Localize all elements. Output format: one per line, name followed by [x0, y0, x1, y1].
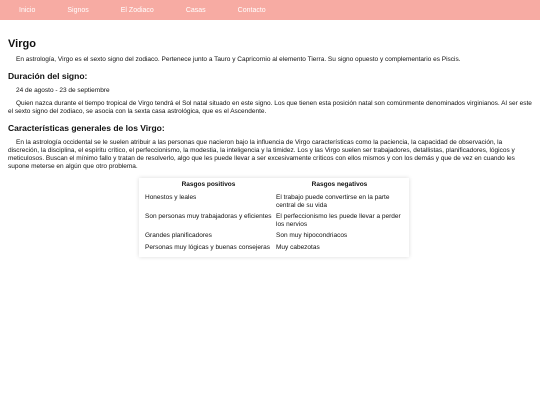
- table-row: [143, 192, 405, 211]
- top-navbar: [0, 0, 540, 20]
- traits-paragraph: En la astrología occidental se le suelen atribuir a las personas que nacieron bajo la influencia de Virgo características como la paciencia, la capacidad de observación, la discreción, la disciplina, el espíritu crítico, el perfeccionismo, la modestia, la inteligencia y la timidez. Los y las Virgo suelen ser trabajadores, detallistas, planificadores, lógicos y meticulosos. Buscan el mínimo fallo y tratan de resolverlo, algo que les puede llevar a ser excesivamente críticos con ellos mismos y con los demás y que de vez en cuando les supone meterse en algún que otro problema.: [8, 139, 515, 170]
- positive-trait-cell: Grandes planificadores: [145, 232, 212, 239]
- page-title: Virgo: [8, 38, 36, 50]
- negative-trait-cell: El trabajo puede convertirse en la parte central de su vida: [276, 194, 390, 209]
- positive-trait-cell: Honestos y leales: [145, 194, 197, 201]
- nav-link-el-zodiaco[interactable]: El Zodiaco: [120, 6, 154, 14]
- table-row: [143, 211, 405, 230]
- table-row: [143, 242, 405, 254]
- traits-table-card: [139, 178, 409, 257]
- header-negative-traits: Rasgos negativos: [311, 181, 368, 188]
- negative-trait-cell: Muy cabezotas: [276, 243, 320, 251]
- header-positive-traits: Rasgos positivos: [181, 181, 236, 188]
- intro-paragraph: En astrología, Virgo es el sexto signo del zodiaco. Pertenece junto a Tauro y Capricornio al elemento Tierra. Su signo opuesto y complementario es Piscis.: [16, 56, 461, 63]
- positive-trait-cell: Personas muy lógicas y buenas consejeras: [145, 243, 271, 251]
- duration-paragraph: Quien nazca durante el tiempo tropical de Virgo tendrá el Sol natal situado en este signo. Los que tienen esta posición natal son comúnmente denominados virginianos. Al ser este el sexto signo del zodiaco, se asocia con la sexta casa astrológica, que es el Ascendente.: [8, 100, 532, 115]
- main-content: [0, 38, 540, 257]
- traits-heading: Características generales de los Virgo:: [8, 123, 165, 133]
- traits-table: [143, 180, 405, 253]
- table-header-row: [143, 180, 405, 192]
- nav-link-casas[interactable]: Casas: [185, 6, 206, 14]
- duration-heading: Duración del signo:: [8, 71, 88, 81]
- negative-trait-cell: El perfeccionismo les puede llevar a perder los nervios: [276, 213, 401, 228]
- table-row: [143, 230, 405, 242]
- negative-trait-cell: Son muy hipocondriacos: [276, 232, 348, 239]
- nav-link-signos[interactable]: Signos: [67, 6, 89, 14]
- nav-link-contacto[interactable]: Contacto: [237, 6, 266, 14]
- positive-trait-cell: Son personas muy trabajadoras y eficientes: [145, 213, 272, 220]
- sign-dates: 24 de agosto - 23 de septiembre: [16, 87, 110, 94]
- nav-link-inicio[interactable]: Inicio: [19, 6, 36, 14]
